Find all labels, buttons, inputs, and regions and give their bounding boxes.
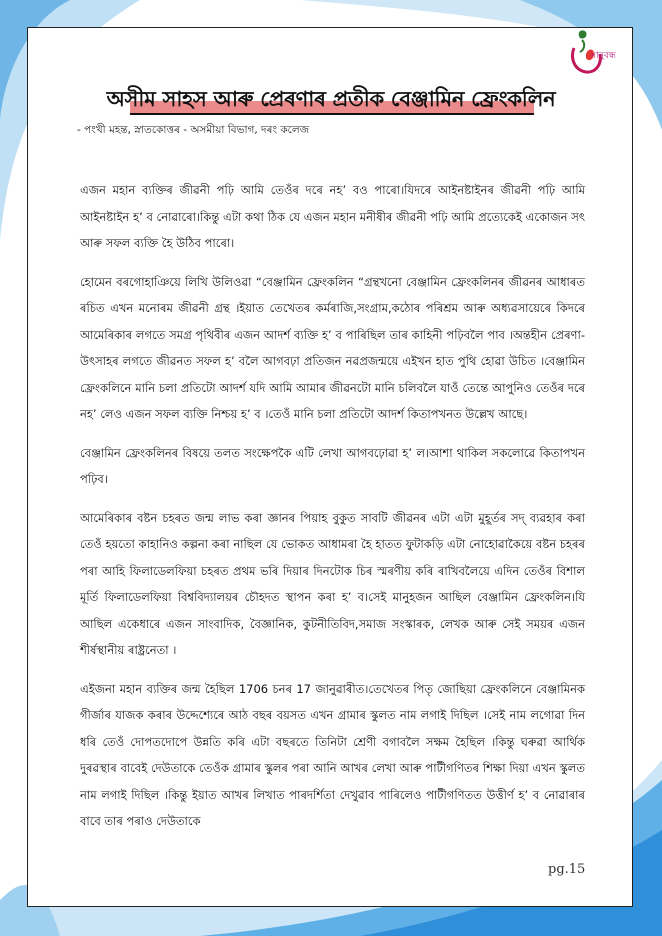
article-title-text: অসীম সাহস আৰু প্ৰেৰণাৰ প্ৰতীক বেঞ্জামিন ফ্ৰেংকলিন [106, 87, 556, 111]
title-underline [130, 113, 534, 115]
article-body [80, 177, 585, 847]
paragraph: বেঞ্জামিন ফ্ৰেংকলিনৰ বিষয়ে তলত সংক্ষেপকৈ এটি লেখা আগবঢ়োৱা হ’ ল।আশা থাকিল সকলোৱে কিতাপখন পঢ়িব। [80, 445, 585, 486]
paragraph: হোমেন বৰগোহাঞিয়ে লিখি উলিওৱা “বেঞ্জামিন ফ্ৰেংকলিন “গ্ৰন্থখনো বেঞ্জামিন ফ্ৰেংকলিনৰ জীৱনৰ আধাৰত ৰচিত এখন মনোৰম জীৱনী গ্ৰন্থ ।ইয়াত তেখেতৰ কৰ্মৰাজি,সংগ্ৰাম,কঠোৰ পৰিশ্ৰম আৰু অধ্যৱসায়েৰে কিদৰে আমেৰিকাৰ লগতে সমগ্ৰ পৃথিবীৰ এজন আদৰ্শ ব্যক্তি হ’ ব পাৰিছিল তাৰ কাহিনী পঢ়িবলৈ পাব ।অন্তহীন প্ৰেৰণা-উৎসাহৰ লগতে জীৱনত সফল হ’ বলৈ আগবঢ়া প্ৰতিজন নৱপ্ৰজন্ময়ে এইখন হাত পুথি হোৱা উচিত ।বেঞ্জামিন ফ্ৰেংকলিনে মানি চলা প্ৰতিটো আদৰ্শ যদি আমি আমাৰ জীৱনটো মানি চলিবলৈ যাওঁ তেন্তে আপুনিও তেওঁৰ দৰে নহ’ লেও এজন সফল ব্যক্তি নিশ্চয় হ’ ব ।তেওঁ মানি চলা প্ৰতিটো আদৰ্শ কিতাপখনত উল্লেখ আছে। [80, 274, 585, 421]
author-line: - পংখী মহন্ত, স্নাতকোত্তৰ - অসমীয়া বিভাগ, দৰং কলেজ [77, 124, 310, 136]
logo-label: সানুবন্ধ [590, 51, 617, 61]
paragraph: এইজনা মহান ব্যক্তিৰ জন্ম হৈছিল 1706 চনৰ 17 জানুৱাৰীত।তেখেতৰ পিতৃ জোছিয়া ফ্ৰেংকলিনে বেঞ্জামিনক গীৰ্জাৰ যাজক কৰাৰ উদ্দেশ্যেৰে আঠ বছৰ বয়সত এখন গ্ৰামাৰ স্কুলত নাম লগাই দিছিল ।সেই নাম লগোৱা দিন ধৰি তেওঁ দোপতদোপে উন্নতি কৰি এটা বছৰতে তিনিটা শ্ৰেণী বগাবলৈ সক্ষম হৈছিল ।কিন্তু ঘৰুৱা আৰ্থিক দুৰৱস্থাৰ বাবেই দেউতাকে তেওঁক গ্ৰামাৰ স্কুলৰ পৰা আনি আখৰ লেখা আৰু পাটীগণিতৰ শিক্ষা দিয়া এখন স্কুলত নাম লগাই দিছিল ।কিন্তু ইয়াত আখৰ লিখাত পাৰদৰ্শিতা দেখুৱাব পাৰিলেও পাটীগণিতত উত্তীৰ্ণ হ’ ব নোৱাৰাৰ বাবে তাৰ পৰাও দেউতাকে [80, 681, 585, 828]
paragraph: এজন মহান ব্যক্তিৰ জীৱনী পঢ়ি আমি তেওঁৰ দৰে নহ’ বও পাৰো।যিদৰে আইনষ্টাইনৰ জীৱনী পঢ়ি আমি আইনষ্টাইন হ’ ব নোৱাৰো।কিন্তু এটা কথা ঠিক যে এজন মহান মনীষীৰ জীৱনী পঢ়ি আমি প্ৰত্যেকেই একোজন সৎ আৰু সফল ব্যক্তি হৈ উঠিব পাৰো। [80, 183, 585, 250]
page-number: pg.15 [548, 862, 586, 877]
paragraph: আমেৰিকাৰ বষ্টন চহৰত জন্ম লাভ কৰা জ্ঞানৰ পিয়াহ বুকুত সাবটি জীৱনৰ এটা এটা মুহূৰ্তৰ সদ্ ব্যৱহাৰ কৰা তেওঁ হয়তো কাহানিও কল্পনা কৰা নাছিল যে ভোকত আধামৰা হৈ হাতত ফুটাকড়ি এটা নোহোৱাকৈয়ে বষ্টন চহৰৰ পৰা আহি ফিলাডেলফিয়া চহৰত প্ৰথম ভৰি দিয়াৰ দিনটোক চিৰ স্মৰণীয় কৰি ৰাখিবলৈয়ে এদিন তেওঁৰ বিশাল মূৰ্তি ফিলাডেলফিয়া বিশ্ববিদ্যালয়ৰ চৌহদত স্থাপন কৰা হ’ ব।সেই মানুহজন আছিল বেঞ্জামিন ফ্ৰেংকলিন।যি আছিল একেধাৰে এজন সাংবাদিক, বৈজ্ঞানিক, কুটনীতিবিদ,সমাজ সংস্কাৰক, লেখক আৰু সেই সময়ৰ এজন শীৰ্ষস্থানীয় ৰাষ্ট্ৰনেতা । [80, 510, 585, 657]
